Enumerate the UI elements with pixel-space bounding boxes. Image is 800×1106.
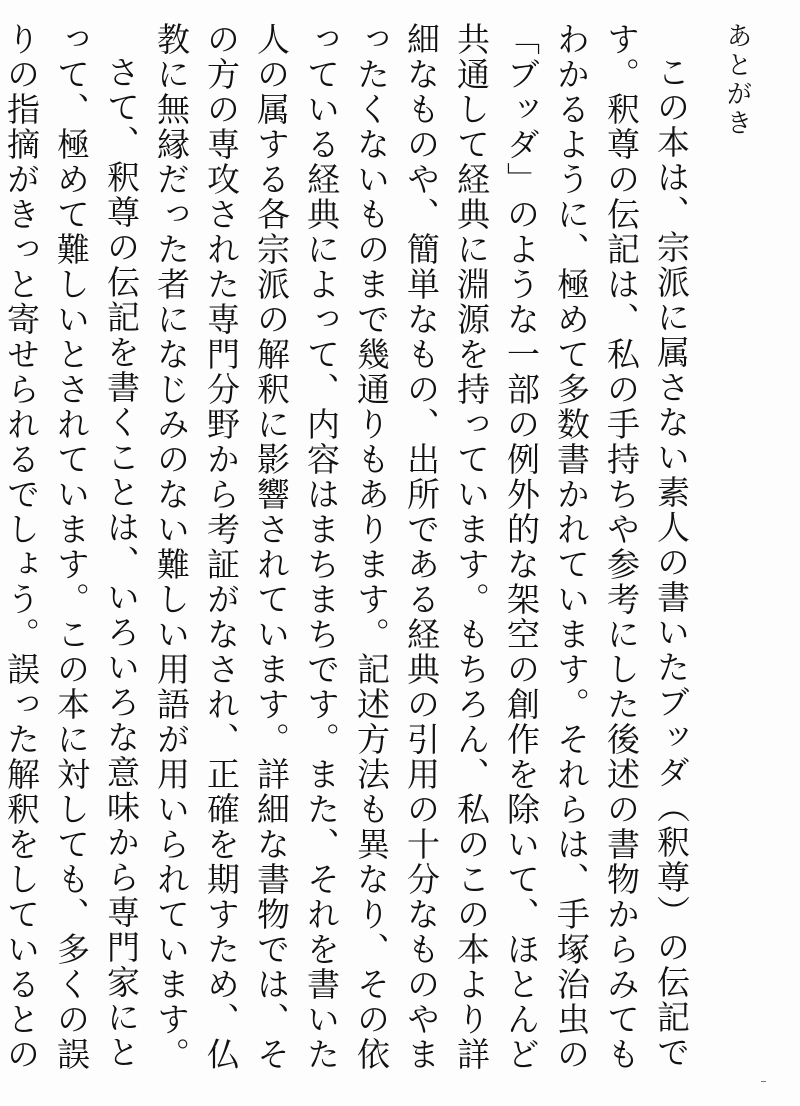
paragraph-1: この本は、宗派に属さない素人の書いたブッダ（釈尊）の伝記です。釈尊の伝記は、私の手持ちや参考にした後述の書物からみてもわかるように、極めて多数書かれています。それらは、手塚治虫の「ブッダ」のような一部の例外的な架空の創作を除いて、ほとんど共通して経典に淵源を持っています。もちろん、私のこの本より詳細なものや、簡単なもの、出所である経典の引用の十分なものやまったくないものまで幾通りもあります。記述方法も異なり、その依っている経典によって、内容はまちまちです。また、それを書いた人の属する各宗派の解釈に影響されています。詳細な書物では、その方の専攻された専門分野から考証がなされ、正確を期すため、仏教に無縁だった者になじみのない難しい用語が用いられています。 (152, 22, 691, 1072)
scan-mark (761, 1081, 766, 1082)
vertical-text-column (2, 22, 762, 1084)
paragraph-2: さて、釈尊の伝記を書くことは、いろいろな意味から専門家にとって、極めて難しいとされています。この本に対しても、多くの誤りの指摘がきっと寄せられるでしょう。誤った解釈をしているとの (2, 22, 141, 1072)
afterword-heading: あとがき (722, 22, 752, 138)
document-body (0, 22, 696, 1084)
